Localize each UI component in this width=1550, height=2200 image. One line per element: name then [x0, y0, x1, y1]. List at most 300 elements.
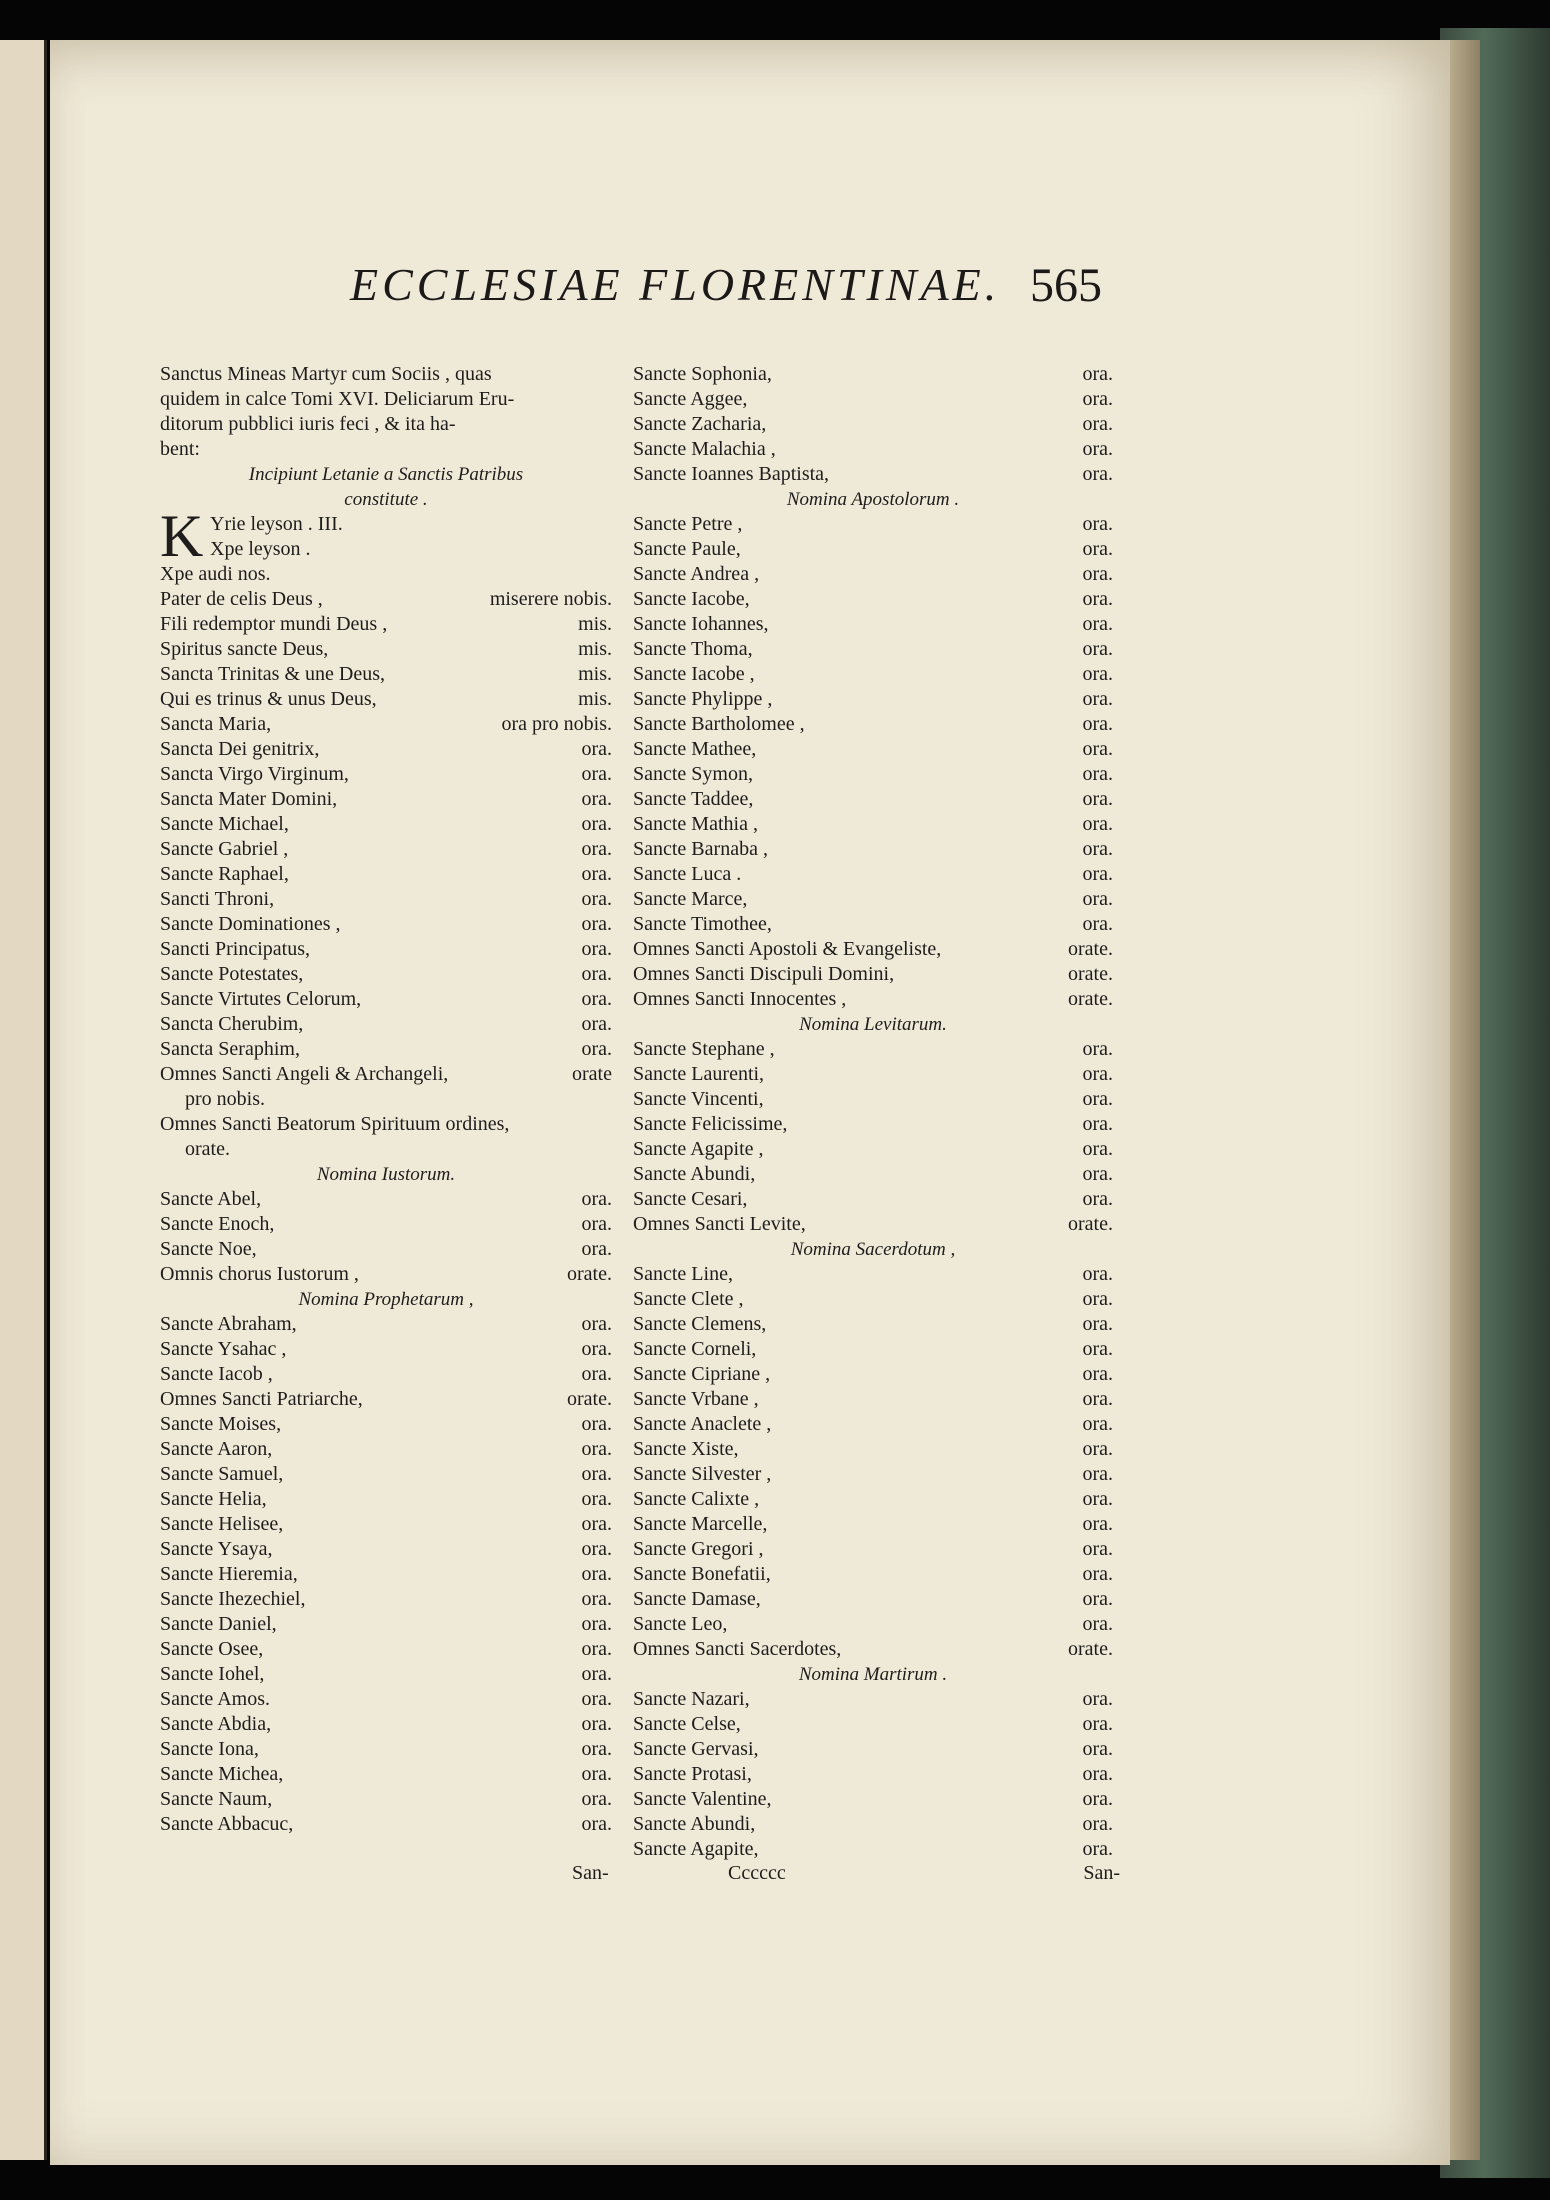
invocation-text: Spiritus sancte Deus,	[160, 638, 329, 660]
response-text: ora.	[1082, 738, 1113, 760]
response-text: ora.	[581, 1238, 612, 1260]
litany-line	[633, 1412, 1113, 1437]
response-text: ora.	[1082, 1138, 1113, 1160]
response-text: ora.	[1082, 613, 1113, 635]
litany-list	[160, 562, 612, 1087]
invocation-text: Sancte Andrea ,	[633, 563, 760, 585]
litany-line	[633, 1462, 1113, 1487]
response-text: ora.	[1082, 1788, 1113, 1810]
response-text: ora.	[581, 1188, 612, 1210]
litany-line	[633, 1062, 1113, 1087]
litany-line	[160, 787, 612, 812]
litany-list	[160, 1312, 612, 1837]
invocation-text: Sancte Ysaya,	[160, 1538, 273, 1560]
litany-line	[633, 1487, 1113, 1512]
response-text: ora.	[1082, 1613, 1113, 1635]
invocation-text: Sancte Abel,	[160, 1188, 262, 1210]
litany-line	[633, 412, 1113, 437]
intro-paragraph	[160, 362, 612, 462]
response-text: ora.	[1082, 1163, 1113, 1185]
response-text: ora.	[1082, 763, 1113, 785]
invocation-text: Sancte Laurenti,	[633, 1063, 765, 1085]
response-text: ora.	[1082, 1188, 1113, 1210]
catchword-left: San-	[572, 1862, 609, 1884]
invocation-text: Sancte Iacob ,	[160, 1363, 273, 1385]
litany-line	[160, 1312, 612, 1337]
invocation-text: Sancte Aaron,	[160, 1438, 273, 1460]
litany-line	[633, 762, 1113, 787]
invocation-text: Sancte Bartholomee ,	[633, 713, 805, 735]
litany-line	[160, 637, 612, 662]
litany-line	[633, 1837, 1113, 1862]
invocation-text: Sancte Samuel,	[160, 1463, 284, 1485]
invocation-text: Sancte Leo,	[633, 1613, 728, 1635]
right-column	[633, 362, 1113, 1862]
litany-line	[633, 1537, 1113, 1562]
litany-line	[633, 387, 1113, 412]
response-text: ora.	[1082, 463, 1113, 485]
litany-line: Omnes Sancti Beatorum Spirituum ordines,	[160, 1113, 510, 1135]
response-text: ora.	[581, 1463, 612, 1485]
invocation-text: Sancte Valentine,	[633, 1788, 772, 1810]
litany-line	[633, 1437, 1113, 1462]
response-text: ora.	[581, 1013, 612, 1035]
running-head	[350, 258, 1150, 348]
litany-line	[160, 837, 612, 862]
litany-line	[633, 537, 1113, 562]
litany-line	[633, 1312, 1113, 1337]
invocation-text: Sancte Petre ,	[633, 513, 743, 535]
litany-line	[633, 1512, 1113, 1537]
section-heading: Nomina Prophetarum ,	[298, 1289, 474, 1310]
invocation-text: Sancte Gregori ,	[633, 1538, 764, 1560]
response-text: ora.	[581, 963, 612, 985]
response-text: ora.	[1082, 1263, 1113, 1285]
litany-line	[633, 1162, 1113, 1187]
book-page	[50, 40, 1450, 2165]
continuation-line: pro nobis.	[185, 1088, 265, 1110]
invocation-text: Omnes Sancti Discipuli Domini,	[633, 963, 895, 985]
section-heading: Nomina Sacerdotum ,	[790, 1239, 956, 1260]
response-text: ora.	[581, 1738, 612, 1760]
invocation-text: Sancte Malachia ,	[633, 438, 776, 460]
catchword-row	[160, 1862, 1120, 1892]
litany-line	[160, 1512, 612, 1537]
invocation-text: Sancte Amos.	[160, 1688, 270, 1710]
litany-line	[633, 1737, 1113, 1762]
response-text: mis.	[578, 613, 612, 635]
response-text: ora.	[1082, 713, 1113, 735]
litany-line	[160, 612, 612, 637]
invocation-text: Sancte Ysahac ,	[160, 1338, 287, 1360]
litany-line	[633, 512, 1113, 537]
response-text: ora.	[1082, 863, 1113, 885]
response-text: ora.	[1082, 838, 1113, 860]
response-text: ora.	[581, 938, 612, 960]
invocation-text: Sancte Line,	[633, 1263, 733, 1285]
litany-line	[160, 687, 612, 712]
invocation-text: Sancte Agapite ,	[633, 1138, 764, 1160]
response-text: ora.	[1082, 1338, 1113, 1360]
response-text: ora.	[1082, 1713, 1113, 1735]
litany-line	[633, 362, 1113, 387]
response-text: ora.	[581, 863, 612, 885]
invocation-text: Sancte Xiste,	[633, 1438, 739, 1460]
litany-line	[160, 1362, 612, 1387]
litany-line	[160, 1237, 612, 1262]
litany-line	[160, 762, 612, 787]
litany-line	[160, 1537, 612, 1562]
response-text: ora.	[581, 813, 612, 835]
litany-line	[160, 1812, 612, 1837]
litany-list	[633, 512, 1113, 1012]
litany-line	[633, 1137, 1113, 1162]
intro-line: quidem in calce Tomi XVI. Deliciarum Eru-	[160, 388, 515, 410]
drop-cap: K	[160, 503, 204, 569]
litany-line	[160, 1412, 612, 1437]
invocation-text: Sancte Enoch,	[160, 1213, 275, 1235]
response-text: ora.	[1082, 1463, 1113, 1485]
litany-line	[633, 987, 1113, 1012]
litany-line	[160, 1662, 612, 1687]
response-text: ora.	[581, 1638, 612, 1660]
litany-line	[160, 662, 612, 687]
invocation-text: Sancte Marce,	[633, 888, 748, 910]
litany-line	[633, 1587, 1113, 1612]
invocation-text: Sancte Moises,	[160, 1413, 282, 1435]
invocation-text: Sancte Thoma,	[633, 638, 753, 660]
litany-line	[160, 887, 612, 912]
response-text: mis.	[578, 688, 612, 710]
invocation-text: Sancte Helia,	[160, 1488, 267, 1510]
invocation-text: Omnes Sancti Apostoli & Evangeliste,	[633, 938, 942, 960]
litany-line	[160, 1587, 612, 1612]
running-title: ECCLESIAE FLORENTINAE.	[350, 259, 1001, 310]
response-text: orate.	[567, 1263, 612, 1285]
invocation-text: Sancte Gervasi,	[633, 1738, 759, 1760]
invocation-text: Sancte Corneli,	[633, 1338, 757, 1360]
invocation-text: Omnes Sancti Patriarche,	[160, 1388, 363, 1410]
litany-line	[160, 1462, 612, 1487]
litany-line	[633, 1087, 1113, 1112]
response-text: ora.	[1082, 1063, 1113, 1085]
response-text: ora.	[1082, 563, 1113, 585]
litany-line	[633, 1762, 1113, 1787]
intro-line: Sanctus Mineas Martyr cum Sociis , quas	[160, 363, 492, 385]
invocation-text: Qui es trinus & unus Deus,	[160, 688, 377, 710]
litany-line	[160, 1687, 612, 1712]
litany-line	[633, 562, 1113, 587]
litany-list	[633, 1037, 1113, 1237]
response-text: ora.	[581, 838, 612, 860]
invocation-text: Sancte Marcelle,	[633, 1513, 768, 1535]
litany-line	[160, 1037, 612, 1062]
response-text: ora.	[581, 1363, 612, 1385]
response-text: ora.	[1082, 688, 1113, 710]
response-text: ora.	[581, 1213, 612, 1235]
litany-line	[633, 1187, 1113, 1212]
invocation-text: Sancte Ihezechiel,	[160, 1588, 306, 1610]
response-text: ora.	[1082, 1488, 1113, 1510]
intro-line: ditorum pubblici iuris feci , & ita ha-	[160, 413, 456, 435]
kyrie-block	[160, 503, 612, 569]
litany-line	[633, 937, 1113, 962]
litany-line	[160, 1562, 612, 1587]
invocation-text: Sancte Raphael,	[160, 863, 289, 885]
litany-line	[160, 962, 612, 987]
invocation-text: Sancte Barnaba ,	[633, 838, 768, 860]
response-text: ora.	[1082, 413, 1113, 435]
response-text: orate.	[1068, 1213, 1113, 1235]
response-text: ora.	[1082, 663, 1113, 685]
litany-line	[633, 1787, 1113, 1812]
catchword-right: San-	[1083, 1862, 1120, 1884]
invocation-text: Sancte Damase,	[633, 1588, 761, 1610]
invocation-text: Sancte Hieremia,	[160, 1563, 298, 1585]
response-text: ora.	[1082, 1388, 1113, 1410]
invocation-text: Sancte Potestates,	[160, 963, 304, 985]
invocation-text: Fili redemptor mundi Deus ,	[160, 613, 388, 635]
response-text: ora.	[1082, 438, 1113, 460]
response-text: ora.	[1082, 388, 1113, 410]
response-text: ora.	[1082, 913, 1113, 935]
litany-line	[160, 587, 612, 612]
invocation-text: Sancte Michea,	[160, 1763, 284, 1785]
invocation-text: Sancte Calixte ,	[633, 1488, 760, 1510]
response-text: ora.	[1082, 1588, 1113, 1610]
litany-line	[633, 612, 1113, 637]
response-text: ora.	[1082, 1738, 1113, 1760]
invocation-text: Sancte Iohel,	[160, 1663, 265, 1685]
response-text: ora.	[1082, 1563, 1113, 1585]
section-heading: Nomina Levitarum.	[799, 1014, 947, 1035]
response-text: ora.	[581, 1438, 612, 1460]
litany-line	[633, 837, 1113, 862]
litany-line	[160, 1387, 612, 1412]
litany-line	[160, 1712, 612, 1737]
litany-line	[160, 812, 612, 837]
litany-line	[160, 937, 612, 962]
response-text: ora.	[581, 888, 612, 910]
litany-line	[633, 1637, 1113, 1662]
response-text: ora.	[581, 1488, 612, 1510]
intro-line: bent:	[160, 438, 200, 460]
response-text: ora.	[1082, 363, 1113, 385]
invocation-text: Sancte Aggee,	[633, 388, 748, 410]
response-text: ora.	[581, 1788, 612, 1810]
response-text: ora.	[1082, 1813, 1113, 1835]
response-text: ora.	[1082, 1363, 1113, 1385]
invocation-text: Omnis chorus Iustorum ,	[160, 1263, 359, 1285]
response-text: ora.	[1082, 788, 1113, 810]
invocation-text: Sancte Mathia ,	[633, 813, 758, 835]
invocation-text: Sancte Agapite,	[633, 1838, 759, 1860]
invocation-text: Sancte Nazari,	[633, 1688, 750, 1710]
response-text: ora.	[581, 1513, 612, 1535]
litany-line	[633, 462, 1113, 487]
response-text: ora.	[581, 1563, 612, 1585]
invocation-text: Sancte Celse,	[633, 1713, 741, 1735]
litany-line: Xpe leyson .	[210, 538, 311, 560]
litany-line	[160, 1212, 612, 1237]
invocation-text: Sancte Abbacuc,	[160, 1813, 294, 1835]
response-text: ora.	[581, 1613, 612, 1635]
response-text: ora.	[1082, 1113, 1113, 1135]
left-page-edge	[0, 40, 47, 2160]
section-heading: Incipiunt Letanie a Sanctis Patribus	[248, 464, 524, 485]
invocation-text: Sancte Paule,	[633, 538, 741, 560]
invocation-text: Sancta Cherubim,	[160, 1013, 304, 1035]
litany-list	[633, 1687, 1113, 1862]
litany-line	[633, 1212, 1113, 1237]
litany-line	[633, 1262, 1113, 1287]
litany-line	[160, 1637, 612, 1662]
litany-line	[633, 1037, 1113, 1062]
invocation-text: Omnes Sancti Levite,	[633, 1213, 806, 1235]
invocation-text: Sancte Vrbane ,	[633, 1388, 759, 1410]
invocation-text: Sancte Taddee,	[633, 788, 754, 810]
litany-line	[633, 812, 1113, 837]
invocation-text: Sancte Cesari,	[633, 1188, 748, 1210]
continuation-line: orate.	[185, 1138, 230, 1160]
litany-line	[160, 1487, 612, 1512]
response-text: orate.	[1068, 1638, 1113, 1660]
litany-line	[633, 637, 1113, 662]
section-heading: Nomina Iustorum.	[316, 1164, 456, 1185]
invocation-text: Sancte Phylippe ,	[633, 688, 773, 710]
response-text: ora.	[1082, 513, 1113, 535]
litany-line	[160, 712, 612, 737]
invocation-text: Sancte Stephane ,	[633, 1038, 775, 1060]
response-text: miserere nobis.	[489, 588, 612, 610]
response-text: ora.	[1082, 588, 1113, 610]
response-text: ora.	[1082, 1763, 1113, 1785]
litany-line	[160, 1612, 612, 1637]
response-text: orate.	[1068, 963, 1113, 985]
invocation-text: Sancta Mater Domini,	[160, 788, 338, 810]
response-text: ora.	[1082, 1088, 1113, 1110]
invocation-text: Omnes Sancti Angeli & Archangeli,	[160, 1063, 449, 1085]
response-text: ora.	[581, 1813, 612, 1835]
litany-line	[633, 1562, 1113, 1587]
invocation-text: Sancte Mathee,	[633, 738, 757, 760]
invocation-text: Sancta Trinitas & une Deus,	[160, 663, 385, 685]
invocation-text: Sancte Symon,	[633, 763, 753, 785]
response-text: ora.	[1082, 813, 1113, 835]
response-text: ora.	[1082, 1688, 1113, 1710]
litany-line	[633, 1712, 1113, 1737]
response-text: ora.	[1082, 1538, 1113, 1560]
litany-line	[633, 437, 1113, 462]
invocation-text: Sancte Virtutes Celorum,	[160, 988, 362, 1010]
litany-line	[633, 1687, 1113, 1712]
response-text: ora.	[1082, 1438, 1113, 1460]
invocation-text: Sancte Iona,	[160, 1738, 259, 1760]
response-text: ora.	[581, 1713, 612, 1735]
invocation-text: Sancte Clete ,	[633, 1288, 744, 1310]
response-text: orate.	[567, 1388, 612, 1410]
invocation-text: Sancte Abraham,	[160, 1313, 297, 1335]
response-text: mis.	[578, 663, 612, 685]
invocation-text: Sancta Virgo Virginum,	[160, 763, 349, 785]
response-text: ora.	[581, 1038, 612, 1060]
response-text: ora.	[1082, 638, 1113, 660]
invocation-text: Sancte Vincenti,	[633, 1088, 764, 1110]
litany-line	[633, 1812, 1113, 1837]
litany-line	[160, 1187, 612, 1212]
response-text: ora.	[581, 1588, 612, 1610]
invocation-text: Sancte Felicissime,	[633, 1113, 788, 1135]
response-text: ora pro nobis.	[501, 713, 612, 735]
section-heading: Nomina Martirum .	[798, 1664, 948, 1685]
invocation-text: Sancte Helisee,	[160, 1513, 284, 1535]
invocation-text: Sancte Daniel,	[160, 1613, 277, 1635]
response-text: orate.	[1068, 938, 1113, 960]
litany-line	[633, 962, 1113, 987]
invocation-text: Sancte Zacharia,	[633, 413, 767, 435]
signature-mark: Cccccc	[728, 1862, 786, 1884]
litany-line	[633, 1612, 1113, 1637]
litany-line	[160, 562, 612, 587]
litany-line	[633, 912, 1113, 937]
litany-line	[160, 912, 612, 937]
invocation-text: Sancte Noe,	[160, 1238, 257, 1260]
response-text: ora.	[581, 1663, 612, 1685]
invocation-text: Sancte Sophonia,	[633, 363, 772, 385]
invocation-text: Sancte Gabriel ,	[160, 838, 289, 860]
invocation-text: Sancte Luca .	[633, 863, 742, 885]
response-text: ora.	[581, 1338, 612, 1360]
invocation-text: Sancte Dominationes ,	[160, 913, 341, 935]
invocation-text: Sancta Maria,	[160, 713, 272, 735]
invocation-text: Sancta Dei genitrix,	[160, 738, 320, 760]
litany-line	[160, 1762, 612, 1787]
invocation-text: Sancte Michael,	[160, 813, 289, 835]
litany-line	[160, 1787, 612, 1812]
response-text: orate	[572, 1063, 612, 1085]
invocation-text: Sancte Naum,	[160, 1788, 273, 1810]
invocation-text: Sancte Osee,	[160, 1638, 264, 1660]
litany-line	[633, 887, 1113, 912]
litany-list	[160, 1187, 612, 1287]
litany-line	[160, 1337, 612, 1362]
litany-line	[160, 1737, 612, 1762]
response-text: ora.	[581, 763, 612, 785]
litany-line	[633, 1362, 1113, 1387]
response-text: orate.	[1068, 988, 1113, 1010]
invocation-text: Xpe audi nos.	[160, 563, 271, 585]
invocation-text: Sancte Ioannes Baptista,	[633, 463, 830, 485]
response-text: ora.	[581, 913, 612, 935]
response-text: ora.	[581, 1763, 612, 1785]
response-text: ora.	[581, 1538, 612, 1560]
litany-line	[633, 587, 1113, 612]
response-text: ora.	[581, 738, 612, 760]
response-text: mis.	[578, 638, 612, 660]
response-text: ora.	[1082, 1288, 1113, 1310]
litany-list	[633, 1262, 1113, 1662]
invocation-text: Sancte Bonefatii,	[633, 1563, 771, 1585]
left-column	[160, 362, 612, 1837]
litany-line	[633, 1387, 1113, 1412]
litany-line: Yrie leyson . III.	[210, 513, 343, 535]
invocation-text: Sancte Iohannes,	[633, 613, 769, 635]
litany-line	[633, 712, 1113, 737]
litany-line	[160, 1012, 612, 1037]
response-text: ora.	[581, 1413, 612, 1435]
litany-line	[633, 862, 1113, 887]
response-text: ora.	[1082, 1413, 1113, 1435]
